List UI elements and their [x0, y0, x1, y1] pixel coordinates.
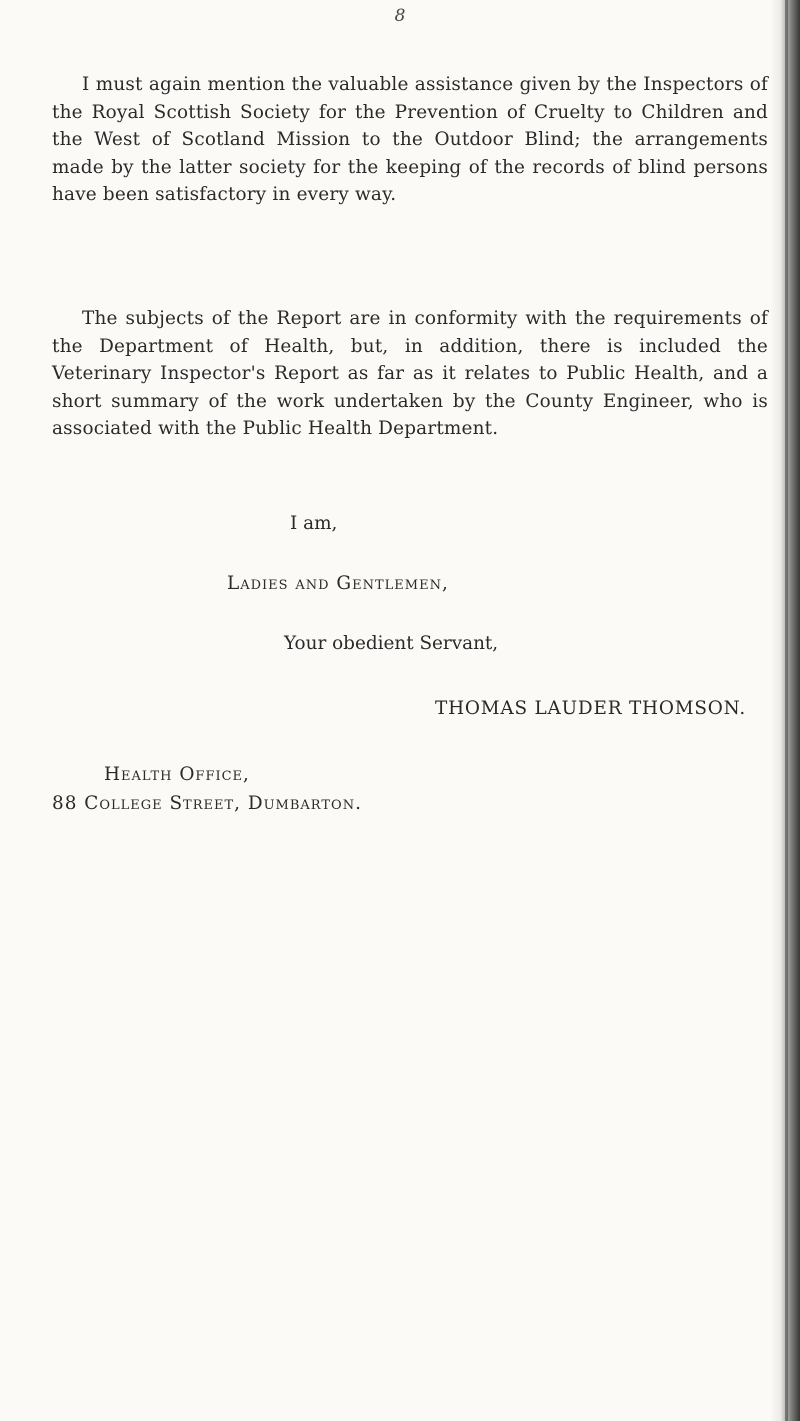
salutation: Ladies and Gentlemen, — [227, 573, 449, 594]
paragraph-report-subjects: The subjects of the Report are in conformity with the requirements of the Department of Health, but, in addition, there is included the Veterinary Inspector's Report as far as it relates to Public Health, and a short summary of the work undertaken by the County Engineer, who is associated with the Public Health Department. — [52, 308, 768, 439]
paragraph-assistance: I must again mention the valuable assistance given by the Inspectors of the Royal Scottish Society for the Prevention of Cruelty to Children and the West of Scotland Mission to the Outdoor Blind; the arrangements made by the latter society for the keeping of the records of blind persons have been satisfactory in every way. — [52, 74, 768, 205]
binding-edge — [785, 0, 788, 1421]
sign-off: Your obedient Servant, — [284, 633, 499, 654]
office-address: 88 College Street, Dumbarton. — [52, 793, 362, 814]
page-number: 8 — [394, 6, 406, 26]
closing-line: I am, — [290, 513, 338, 534]
signature-name: THOMAS LAUDER THOMSON. — [435, 698, 747, 719]
office-name: Health Office, — [104, 764, 250, 785]
